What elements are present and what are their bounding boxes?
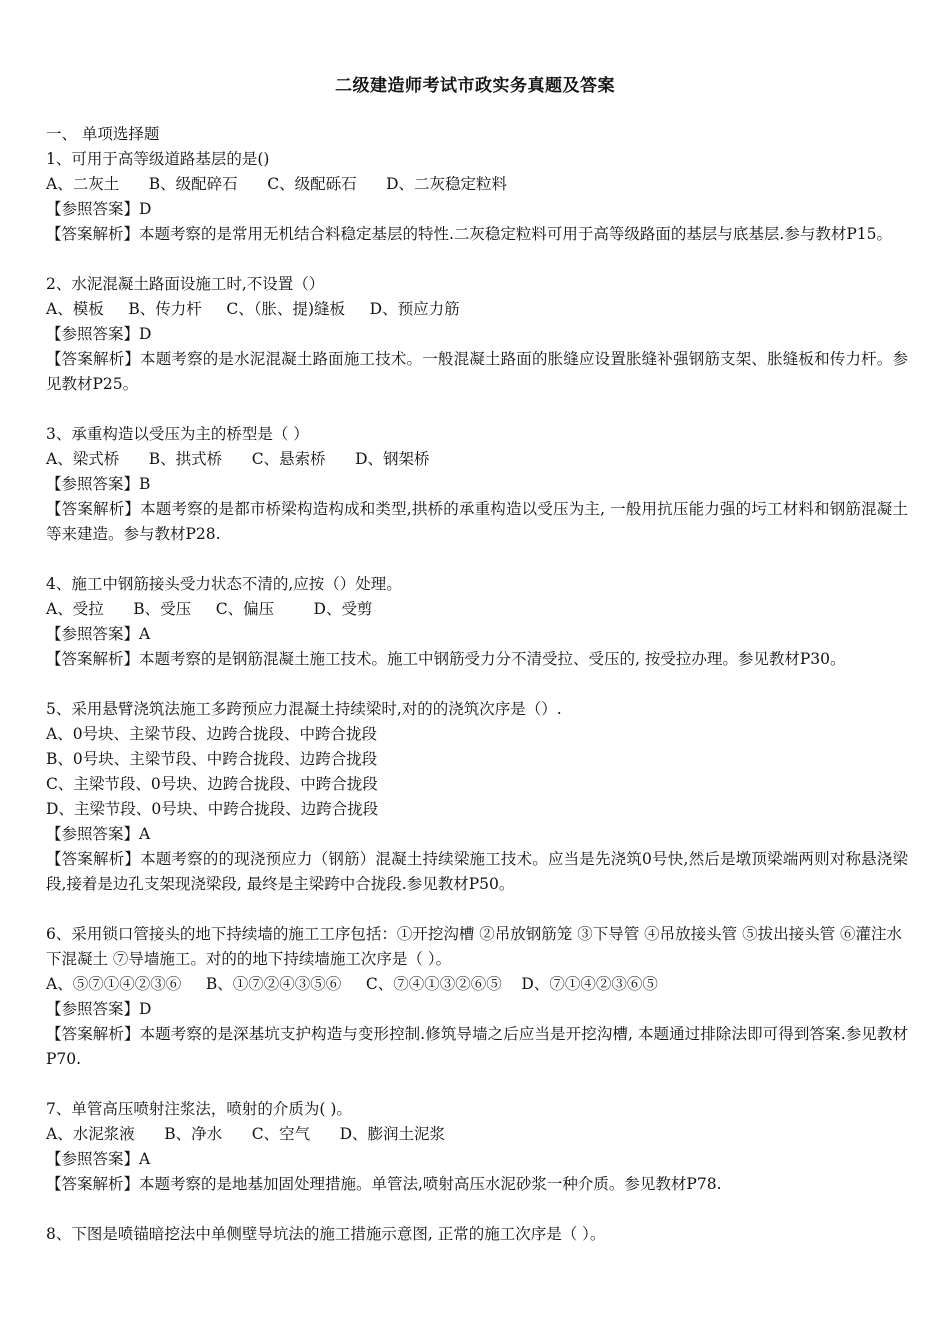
question-options: A、水泥浆液 B、净水 C、空气 D、膨润土泥浆 [46,1125,446,1143]
question-options: A、0号块、主梁节段、边跨合拢段、中跨合拢段 [46,725,378,743]
question-item [46,697,908,897]
question-options: A、受拉 B、受压 C、偏压 D、受剪 [46,600,373,618]
answer-line: 【参照答案】A [46,625,151,643]
question-stem: 4、施工中钢筋接头受力状态不清的,应按（）处理。 [46,575,402,593]
question-item [46,1222,908,1247]
question-list [46,147,908,1247]
question-item [46,147,908,247]
question-options: A、二灰土 B、级配碎石 C、级配砾石 D、二灰稳定粒料 [46,175,508,193]
question-item [46,422,908,547]
section-heading: 一、 单项选择题 [46,125,160,143]
question-stem: 5、采用悬臂浇筑法施工多跨预应力混凝土持续梁时,对的的浇筑次序是（）. [46,700,562,718]
question-stem: 2、水泥混凝土路面设施工时,不设置（） [46,275,325,293]
explanation-paragraph: 【答案解析】本题考察的是深基坑支护构造与变形控制.修筑导墙之后应当是开挖沟槽, 本题通过排除法即可得到答案.参见教材P70. [46,1025,908,1068]
question-options: A、梁式桥 B、拱式桥 C、悬索桥 D、钢架桥 [46,450,430,468]
question-options: B、0号块、主梁节段、中跨合拢段、边跨合拢段 [46,750,378,768]
question-stem: 7、单管高压喷射注浆法，喷射的介质为( )。 [46,1100,352,1118]
answer-line: 【参照答案】B [46,475,151,493]
document-body [46,122,908,1247]
explanation-paragraph: 【答案解析】本题考察的是地基加固处理措施。单管法,喷射高压水泥砂浆一种介质。参见教材P78. [46,1175,722,1193]
question-item [46,572,908,672]
explanation-paragraph: 【答案解析】本题考察的是水泥混凝土路面施工技术。一般混凝土路面的胀缝应设置胀缝补强钢筋支架、胀缝板和传力杆。参见教材P25。 [46,350,908,393]
explanation-paragraph: 【答案解析】本题考察的是常用无机结合料稳定基层的特性.二灰稳定粒料可用于高等级路面的基层与底基层.参与教材P15。 [46,225,893,243]
question-item [46,922,908,1072]
question-stem: 3、承重构造以受压为主的桥型是（ ） [46,425,309,443]
question-options: C、主梁节段、0号块、边跨合拢段、中跨合拢段 [46,775,378,793]
explanation-paragraph: 【答案解析】本题考察的是钢筋混凝土施工技术。施工中钢筋受力分不清受拉、受压的, 按受拉办理。参见教材P30。 [46,650,846,668]
answer-line: 【参照答案】A [46,825,151,843]
question-item [46,1097,908,1197]
answer-line: 【参照答案】A [46,1150,151,1168]
question-stem: 8、下图是喷锚暗挖法中单侧壁导坑法的施工措施示意图, 正常的施工次序是（ ）。 [46,1225,606,1243]
question-stem: 1、可用于高等级道路基层的是() [46,150,270,168]
answer-line: 【参照答案】D [46,1000,152,1018]
question-options: D、主梁节段、0号块、中跨合拢段、边跨合拢段 [46,800,379,818]
question-stem: 6、采用锁口管接头的地下持续墙的施工工序包括：①开挖沟槽 ②吊放钢筋笼 ③下导管 ④吊放接头管 ⑤拔出接头管 ⑥灌注水下混凝土 ⑦导墙施工。对的的地下持续墙施工次序是（ ）。 [46,925,903,968]
question-options: A、⑤⑦①④②③⑥ B、①⑦②④③⑤⑥ C、⑦④①③②⑥⑤ D、⑦①④②③⑥⑤ [46,975,658,993]
question-options: A、模板 B、传力杆 C、（胀、提)缝板 D、预应力筋 [46,300,460,318]
explanation-paragraph: 【答案解析】本题考察的的现浇预应力（钢筋）混凝土持续梁施工技术。应当是先浇筑0号快,然后是墩顶梁端两则对称悬浇梁段,接着是边孔支架现浇梁段, 最终是主梁跨中合拢段.参见教材P50。 [46,850,908,893]
explanation-paragraph: 【答案解析】本题考察的是都市桥梁构造构成和类型,拱桥的承重构造以受压为主, 一般用抗压能力强的圬工材料和钢筋混凝土等来建造。参与教材P28. [46,500,908,543]
document-title: 二级建造师考试市政实务真题及答案 [335,76,615,96]
answer-line: 【参照答案】D [46,200,152,218]
answer-line: 【参照答案】D [46,325,152,343]
question-item [46,272,908,397]
